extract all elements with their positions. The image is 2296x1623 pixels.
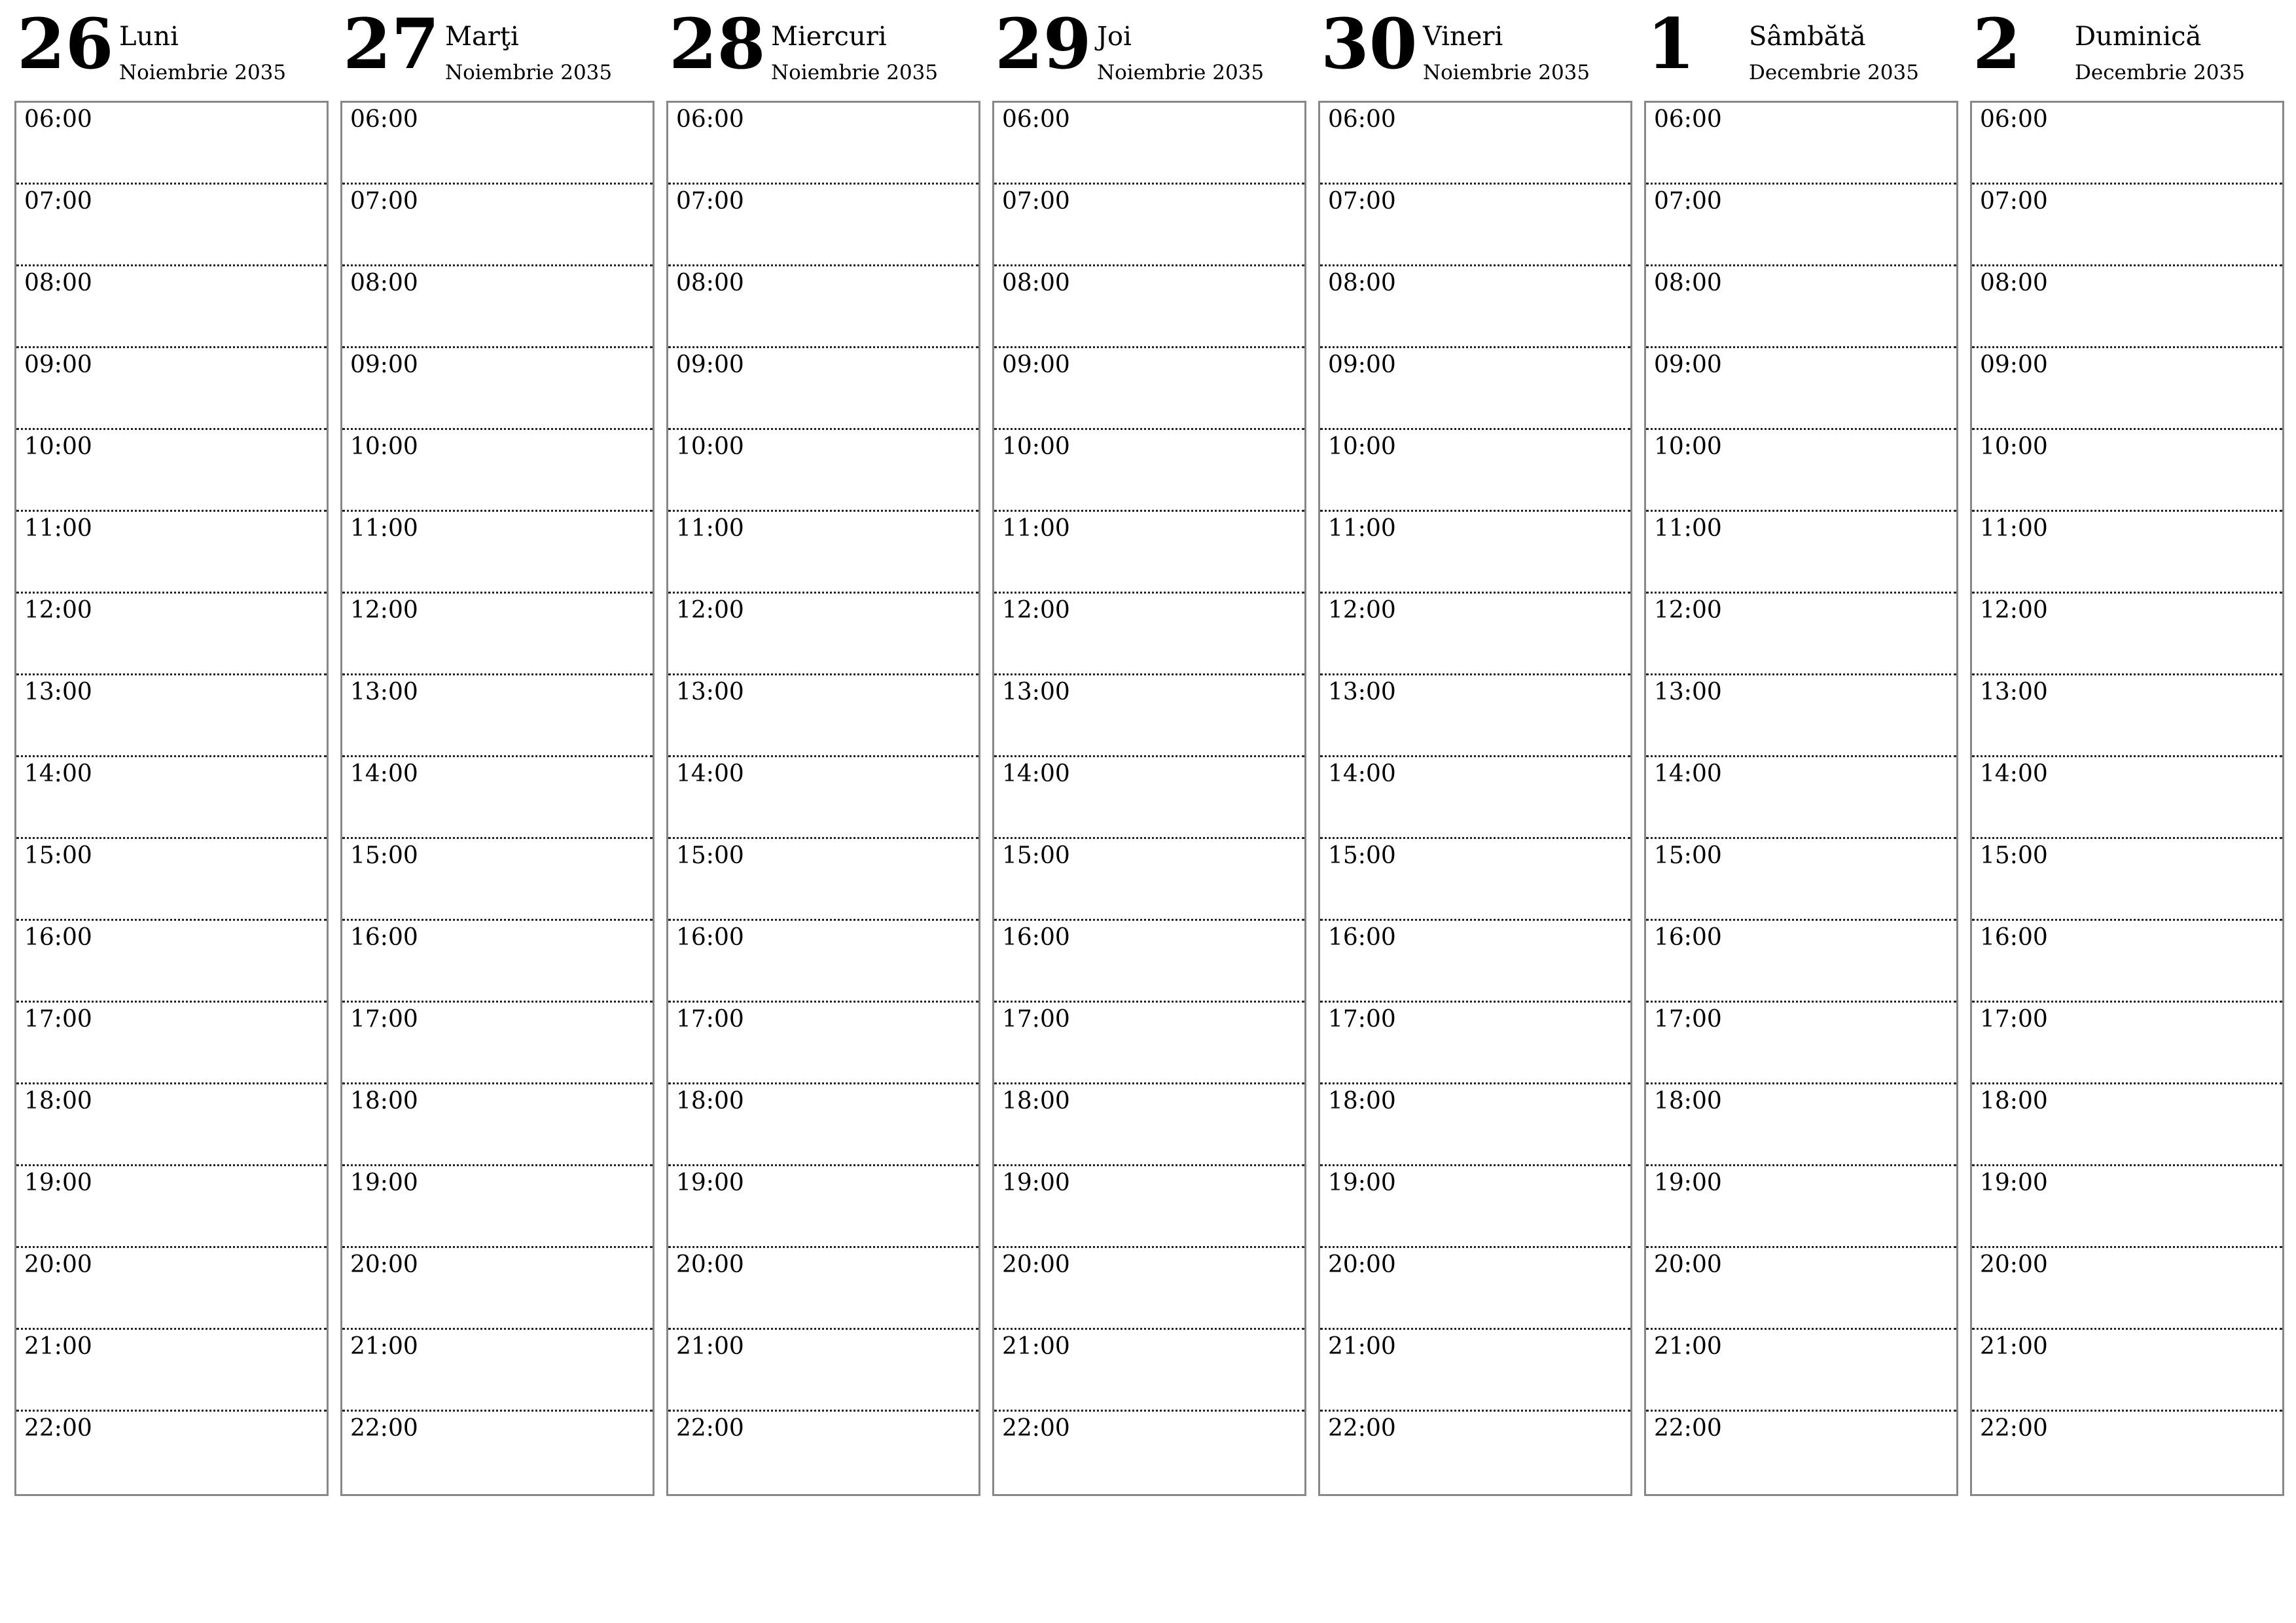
day-number: 27 [343,3,440,84]
time-label: 16:00 [676,924,744,951]
time-label: 11:00 [24,515,92,542]
time-label: 20:00 [676,1251,744,1278]
day-schedule-box [1644,101,1958,1496]
day-schedule-box [1970,101,2284,1496]
time-slot[interactable] [1972,594,2282,675]
time-slot[interactable] [1972,1003,2282,1084]
time-label: 09:00 [1654,351,1722,378]
time-label: 07:00 [350,188,418,215]
month-year-label: Noiembrie 2035 [1423,61,1590,84]
day-header [1318,0,1631,99]
time-label: 22:00 [1980,1415,2048,1442]
time-label: 21:00 [1980,1333,2048,1360]
time-label: 10:00 [24,433,92,460]
day-column [992,0,1305,1496]
month-year-label: Decembrie 2035 [2075,61,2245,84]
time-label: 15:00 [24,842,92,869]
time-slot[interactable] [1320,757,1630,839]
time-slot[interactable] [16,1003,327,1084]
time-slot[interactable] [1320,103,1630,185]
time-slot[interactable] [994,1084,1304,1166]
time-slot[interactable] [994,430,1304,512]
time-label: 15:00 [1002,842,1070,869]
time-slot[interactable] [342,103,653,185]
time-label: 19:00 [676,1169,744,1196]
time-label: 21:00 [676,1333,744,1360]
time-slot[interactable] [668,430,978,512]
month-year-label: Noiembrie 2035 [445,61,613,84]
time-slot[interactable] [994,594,1304,675]
time-slot[interactable] [1646,103,1956,185]
time-slot[interactable] [994,757,1304,839]
time-label: 17:00 [1980,1006,2048,1033]
time-label: 10:00 [1654,433,1722,460]
time-slot[interactable] [1320,594,1630,675]
time-slot[interactable] [1646,348,1956,430]
day-header [340,0,653,99]
time-label: 07:00 [1002,188,1070,215]
time-label: 12:00 [1002,597,1070,624]
time-slot[interactable] [1972,266,2282,348]
time-label: 16:00 [24,924,92,951]
time-slot[interactable] [1972,1084,2282,1166]
time-label: 19:00 [1980,1169,2048,1196]
time-slot[interactable] [1320,430,1630,512]
time-label: 16:00 [1654,924,1722,951]
time-label: 20:00 [24,1251,92,1278]
time-label: 15:00 [676,842,744,869]
time-label: 13:00 [1980,679,2048,705]
month-year-label: Decembrie 2035 [1749,61,1919,84]
time-label: 21:00 [1328,1333,1396,1360]
time-label: 15:00 [350,842,418,869]
time-label: 14:00 [1654,760,1722,787]
time-label: 17:00 [1654,1006,1722,1033]
time-label: 14:00 [1328,760,1396,787]
time-slot[interactable] [1646,1412,1956,1493]
time-slot[interactable] [1320,266,1630,348]
time-slot[interactable] [342,1248,653,1330]
time-slot[interactable] [1320,675,1630,757]
time-label: 20:00 [350,1251,418,1278]
time-slot[interactable] [1320,512,1630,594]
time-slot[interactable] [1972,675,2282,757]
time-slot[interactable] [1320,1084,1630,1166]
time-slot[interactable] [16,185,327,266]
time-slot[interactable] [16,103,327,185]
day-header [1970,0,2283,99]
time-slot[interactable] [16,1248,327,1330]
month-year-label: Noiembrie 2035 [771,61,939,84]
time-slot[interactable] [1972,103,2282,185]
time-slot[interactable] [342,594,653,675]
time-label: 22:00 [676,1415,744,1442]
weekday-name: Marţi [445,22,519,52]
time-label: 18:00 [1002,1088,1070,1115]
time-slot[interactable] [1646,1248,1956,1330]
time-slot[interactable] [16,839,327,921]
time-slot[interactable] [668,1166,978,1248]
time-slot[interactable] [668,1330,978,1412]
time-slot[interactable] [342,839,653,921]
time-label: 19:00 [1002,1169,1070,1196]
time-label: 19:00 [1654,1169,1722,1196]
time-label: 07:00 [1654,188,1722,215]
time-slot[interactable] [1646,757,1956,839]
time-label: 19:00 [24,1169,92,1196]
time-slot[interactable] [16,430,327,512]
time-label: 10:00 [676,433,744,460]
time-label: 16:00 [1002,924,1070,951]
time-slot[interactable] [342,1412,653,1493]
time-slot[interactable] [668,103,978,185]
time-label: 18:00 [1980,1088,2048,1115]
day-number: 29 [995,3,1092,84]
time-label: 20:00 [1654,1251,1722,1278]
weekday-name: Joi [1097,22,1132,52]
day-number: 26 [17,3,114,84]
time-label: 15:00 [1328,842,1396,869]
time-label: 12:00 [1328,597,1396,624]
day-number: 30 [1321,3,1418,84]
day-schedule-box [340,101,655,1496]
time-slot[interactable] [994,103,1304,185]
day-number: 28 [669,3,766,84]
time-slot[interactable] [1320,348,1630,430]
time-label: 18:00 [24,1088,92,1115]
time-slot[interactable] [1972,1248,2282,1330]
time-slot[interactable] [668,512,978,594]
time-slot[interactable] [994,1166,1304,1248]
day-schedule-box [14,101,329,1496]
time-slot[interactable] [1646,1330,1956,1412]
time-label: 11:00 [1002,515,1070,542]
time-label: 11:00 [676,515,744,542]
time-slot[interactable] [994,1330,1304,1412]
time-slot[interactable] [16,675,327,757]
time-slot[interactable] [16,348,327,430]
time-label: 13:00 [1328,679,1396,705]
time-slot[interactable] [1972,348,2282,430]
day-schedule-box [1318,101,1632,1496]
time-slot[interactable] [668,921,978,1003]
day-number: 1 [1647,3,1695,84]
time-slot[interactable] [1646,675,1956,757]
time-slot[interactable] [994,921,1304,1003]
time-label: 08:00 [1328,270,1396,296]
time-label: 13:00 [350,679,418,705]
time-slot[interactable] [668,594,978,675]
time-label: 20:00 [1980,1251,2048,1278]
time-slot[interactable] [1646,512,1956,594]
time-slot[interactable] [342,512,653,594]
time-slot[interactable] [16,921,327,1003]
day-column [1318,0,1631,1496]
time-slot[interactable] [342,348,653,430]
time-slot[interactable] [994,839,1304,921]
time-label: 08:00 [1980,270,2048,296]
time-label: 14:00 [676,760,744,787]
day-header [14,0,327,99]
weekday-name: Vineri [1423,22,1503,52]
time-label: 07:00 [676,188,744,215]
time-label: 20:00 [1002,1251,1070,1278]
time-slot[interactable] [994,1248,1304,1330]
time-label: 14:00 [1002,760,1070,787]
time-label: 13:00 [1002,679,1070,705]
time-label: 13:00 [24,679,92,705]
time-label: 21:00 [24,1333,92,1360]
weekday-name: Sâmbătă [1749,22,1866,52]
time-slot[interactable] [16,757,327,839]
time-slot[interactable] [994,1003,1304,1084]
month-year-label: Noiembrie 2035 [1097,61,1265,84]
time-label: 06:00 [1328,106,1396,133]
time-label: 19:00 [350,1169,418,1196]
time-label: 09:00 [1328,351,1396,378]
time-label: 15:00 [1654,842,1722,869]
time-label: 09:00 [676,351,744,378]
time-slot[interactable] [668,185,978,266]
time-label: 08:00 [24,270,92,296]
time-slot[interactable] [342,266,653,348]
time-label: 07:00 [1980,188,2048,215]
day-schedule-box [666,101,980,1496]
time-label: 06:00 [1654,106,1722,133]
time-label: 21:00 [1002,1333,1070,1360]
time-slot[interactable] [16,1166,327,1248]
time-label: 08:00 [1002,270,1070,296]
time-slot[interactable] [1320,1412,1630,1493]
weekday-name: Duminică [2075,22,2202,52]
time-label: 19:00 [1328,1169,1396,1196]
time-slot[interactable] [1646,1003,1956,1084]
time-label: 10:00 [1002,433,1070,460]
time-slot[interactable] [1972,757,2282,839]
time-slot[interactable] [342,1003,653,1084]
time-slot[interactable] [668,1248,978,1330]
time-slot[interactable] [1646,594,1956,675]
weekday-name: Miercuri [771,22,887,52]
day-header [1644,0,1957,99]
time-label: 18:00 [676,1088,744,1115]
day-column [1644,0,1957,1496]
time-label: 21:00 [350,1333,418,1360]
time-label: 14:00 [350,760,418,787]
time-slot[interactable] [16,266,327,348]
time-label: 10:00 [1328,433,1396,460]
time-slot[interactable] [342,757,653,839]
time-slot[interactable] [1320,921,1630,1003]
time-slot[interactable] [1972,512,2282,594]
time-label: 11:00 [1654,515,1722,542]
time-slot[interactable] [342,1084,653,1166]
time-slot[interactable] [1320,839,1630,921]
time-label: 12:00 [1654,597,1722,624]
time-slot[interactable] [1646,266,1956,348]
time-label: 11:00 [350,515,418,542]
day-header [992,0,1305,99]
time-label: 22:00 [1654,1415,1722,1442]
time-slot[interactable] [668,266,978,348]
day-header [666,0,979,99]
time-slot[interactable] [16,1330,327,1412]
time-label: 15:00 [1980,842,2048,869]
time-label: 17:00 [350,1006,418,1033]
time-label: 17:00 [24,1006,92,1033]
time-slot[interactable] [342,430,653,512]
time-label: 16:00 [1980,924,2048,951]
time-slot[interactable] [668,757,978,839]
time-slot[interactable] [1320,1003,1630,1084]
time-slot[interactable] [16,1084,327,1166]
time-slot[interactable] [1972,839,2282,921]
time-slot[interactable] [994,348,1304,430]
time-slot[interactable] [668,839,978,921]
time-label: 11:00 [1328,515,1396,542]
time-slot[interactable] [16,512,327,594]
time-label: 22:00 [24,1415,92,1442]
time-slot[interactable] [342,1330,653,1412]
time-label: 18:00 [1328,1088,1396,1115]
time-label: 06:00 [24,106,92,133]
time-slot[interactable] [668,348,978,430]
time-label: 22:00 [1328,1415,1396,1442]
time-slot[interactable] [342,185,653,266]
time-slot[interactable] [342,675,653,757]
time-label: 12:00 [24,597,92,624]
time-label: 22:00 [1002,1415,1070,1442]
time-label: 20:00 [1328,1251,1396,1278]
time-label: 09:00 [1980,351,2048,378]
time-label: 22:00 [350,1415,418,1442]
day-column [1970,0,2283,1496]
time-label: 16:00 [1328,924,1396,951]
month-year-label: Noiembrie 2035 [119,61,287,84]
day-column [666,0,979,1496]
time-slot[interactable] [994,185,1304,266]
time-label: 14:00 [24,760,92,787]
time-label: 17:00 [1328,1006,1396,1033]
time-slot[interactable] [342,1166,653,1248]
time-label: 08:00 [1654,270,1722,296]
time-slot[interactable] [994,675,1304,757]
time-label: 12:00 [676,597,744,624]
time-slot[interactable] [1320,1166,1630,1248]
time-slot[interactable] [1320,1330,1630,1412]
time-label: 18:00 [1654,1088,1722,1115]
time-slot[interactable] [1646,1084,1956,1166]
time-slot[interactable] [1320,1248,1630,1330]
time-slot[interactable] [1972,1166,2282,1248]
time-slot[interactable] [994,512,1304,594]
weekday-name: Luni [119,22,179,52]
day-number: 2 [1973,3,2021,84]
time-label: 08:00 [676,270,744,296]
time-slot[interactable] [1972,921,2282,1003]
time-slot[interactable] [1646,185,1956,266]
time-label: 07:00 [1328,188,1396,215]
time-label: 12:00 [1980,597,2048,624]
time-label: 16:00 [350,924,418,951]
time-slot[interactable] [994,1412,1304,1493]
time-slot[interactable] [994,266,1304,348]
day-column [340,0,653,1496]
time-slot[interactable] [1320,185,1630,266]
time-slot[interactable] [1646,1166,1956,1248]
time-label: 14:00 [1980,760,2048,787]
time-label: 13:00 [1654,679,1722,705]
time-slot[interactable] [668,1412,978,1493]
time-label: 21:00 [1654,1333,1722,1360]
time-slot[interactable] [668,675,978,757]
day-schedule-box [992,101,1306,1496]
time-label: 06:00 [676,106,744,133]
time-label: 06:00 [1002,106,1070,133]
time-slot[interactable] [1646,921,1956,1003]
time-slot[interactable] [16,594,327,675]
time-label: 06:00 [1980,106,2048,133]
time-slot[interactable] [16,1412,327,1493]
time-slot[interactable] [342,921,653,1003]
time-slot[interactable] [668,1003,978,1084]
time-label: 17:00 [1002,1006,1070,1033]
time-label: 08:00 [350,270,418,296]
time-label: 06:00 [350,106,418,133]
time-label: 18:00 [350,1088,418,1115]
time-label: 09:00 [24,351,92,378]
time-slot[interactable] [1972,430,2282,512]
time-label: 10:00 [1980,433,2048,460]
time-label: 09:00 [1002,351,1070,378]
time-slot[interactable] [1646,430,1956,512]
time-slot[interactable] [1646,839,1956,921]
time-slot[interactable] [1972,1412,2282,1493]
time-slot[interactable] [1972,1330,2282,1412]
time-label: 11:00 [1980,515,2048,542]
time-label: 12:00 [350,597,418,624]
time-label: 13:00 [676,679,744,705]
time-label: 09:00 [350,351,418,378]
day-column [14,0,327,1496]
time-label: 07:00 [24,188,92,215]
time-label: 10:00 [350,433,418,460]
time-slot[interactable] [668,1084,978,1166]
time-label: 17:00 [676,1006,744,1033]
time-slot[interactable] [1972,185,2282,266]
